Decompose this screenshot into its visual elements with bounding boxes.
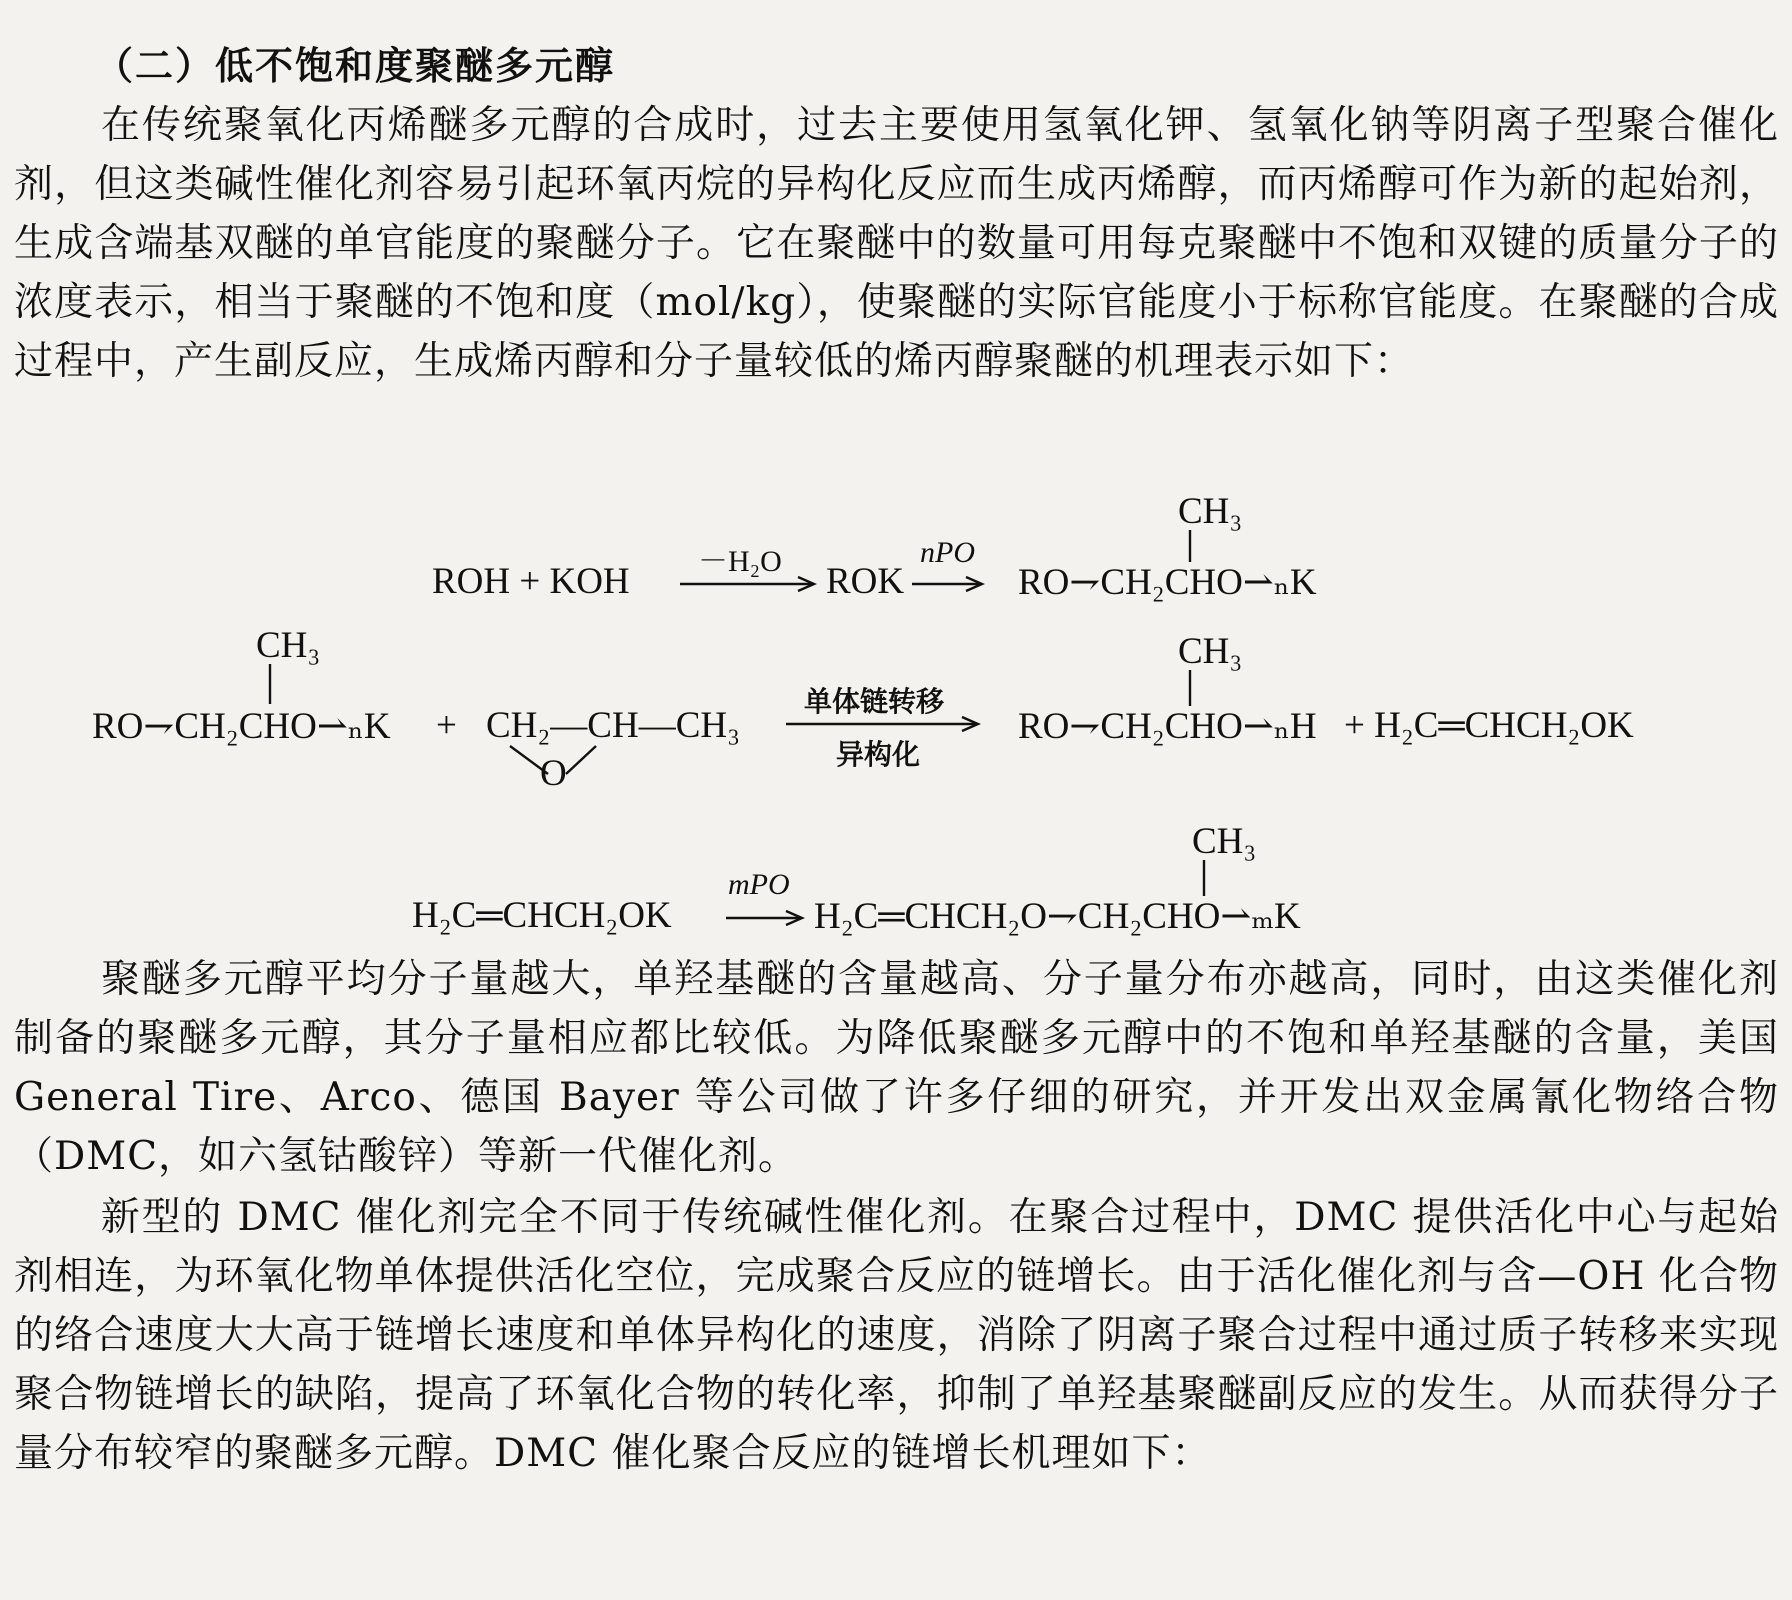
r1-product-methyl: CH₃ — [1178, 491, 1243, 532]
r2-epoxide-bond-left — [510, 746, 548, 774]
r2-epoxide-oxygen: O — [540, 753, 567, 794]
r3-arrow-label: mPO — [728, 868, 790, 901]
r1-reactants: ROH + KOH — [432, 561, 630, 602]
paragraph-3 — [14, 1188, 1779, 1483]
r2-product2: + H₂C═CHCH₂OK — [1344, 705, 1634, 746]
r2-epoxide-bond-right — [566, 746, 596, 774]
section-heading: （二）低不饱和度聚醚多元醇 — [95, 43, 616, 88]
r3-product-methyl: CH₃ — [1192, 821, 1257, 862]
paragraph-2 — [14, 950, 1779, 1186]
r2-epoxide: CH₂—CH—CH₃ — [486, 705, 740, 746]
r3-product: H₂C═CHCH₂O⇁CH₂CHO⇀ₘK — [814, 896, 1301, 937]
r2-product1-methyl: CH₃ — [1178, 631, 1243, 672]
r1-product: RO⇁CH₂CHO⇀ₙK — [1018, 562, 1317, 603]
r1-arrow1-label: －H₂O — [698, 545, 782, 578]
r2-arrow-label-top: 单体链转移 — [804, 685, 945, 718]
paragraph-3-text: 新型的 DMC 催化剂完全不同于传统碱性催化剂。在聚合过程中，DMC 提供活化中心与起始剂相连，为环氧化物单体提供活化空位，完成聚合反应的链增长。由于活化催化剂与含—OH 化合物的络合速度大大高于链增长速度和单体异构化的速度，消除了阴离子聚合过程中通过质子转移来实现聚合物链增长的缺陷，提高了环氧化合物的转化率，抑制了单羟基聚醚副反应的发生。从而获得分子量分布较窄的聚醚多元醇。DMC 催化聚合反应的链增长机理如下： — [14, 1195, 1779, 1476]
r2-reactant1-methyl: CH₃ — [256, 625, 321, 666]
r2-reactant1: RO⇁CH₂CHO⇀ₙK — [92, 706, 391, 747]
paragraph-1-text: 在传统聚氧化丙烯醚多元醇的合成时，过去主要使用氢氧化钾、氢氧化钠等阴离子型聚合催化剂，但这类碱性催化剂容易引起环氧丙烷的异构化反应而生成丙烯醇，而丙烯醇可作为新的起始剂，生成含端基双醚的单官能度的聚醚分子。它在聚醚中的数量可用每克聚醚中不饱和双键的质量分子的浓度表示，相当于聚醚的不饱和度（mol/kg），使聚醚的实际官能度小于标称官能度。在聚醚的合成过程中，产生副反应，生成烯丙醇和分子量较低的烯丙醇聚醚的机理表示如下： — [14, 103, 1779, 384]
r3-reactant: H₂C═CHCH₂OK — [412, 895, 672, 936]
r2-plus: + — [436, 705, 457, 746]
paragraph-2-text: 聚醚多元醇平均分子量越大，单羟基醚的含量越高、分子量分布亦越高，同时，由这类催化剂制备的聚醚多元醇，其分子量相应都比较低。为降低聚醚多元醇中的不饱和单羟基醚的含量，美国 General Tire、Arco、德国 Bayer 等公司做了许多仔细的研究，并开发出双金属氰化物络合物（DMC，如六氢钴酸锌）等新一代催化剂。 — [14, 957, 1779, 1179]
r1-intermediate: ROK — [826, 561, 905, 602]
r1-arrow2-label: nPO — [920, 536, 975, 569]
r2-arrow-label-bottom: 异构化 — [836, 738, 921, 771]
r2-product1: RO⇁CH₂CHO⇀ₙH — [1018, 706, 1317, 747]
